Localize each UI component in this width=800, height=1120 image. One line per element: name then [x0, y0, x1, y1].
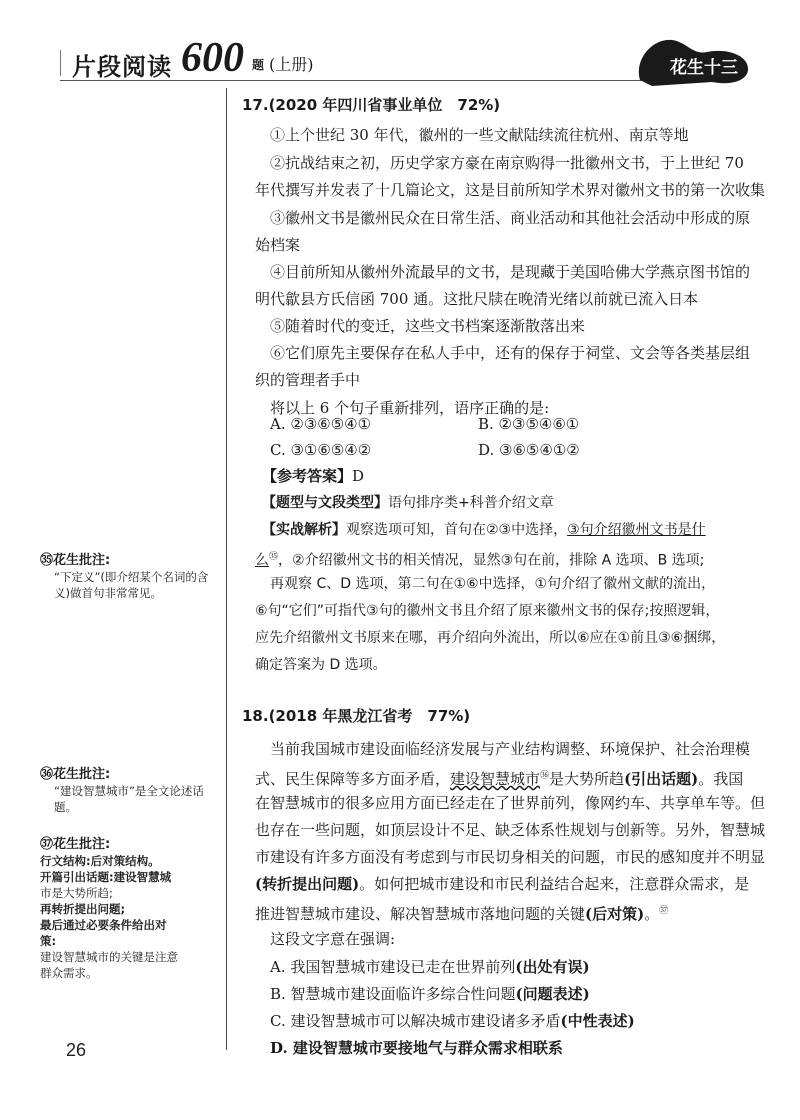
q17-sentence-4b: 明代歙县方氏信函 700 通。这批尺牍在晚清光绪以前就已流入日本: [255, 290, 699, 308]
note-heading: ㉟花生批注:: [40, 553, 111, 568]
q17-heading: 17.(2020 年四川省事业单位 72%): [242, 96, 501, 114]
q18-line-1: 当前我国城市建设面临经济发展与产业结构调整、环境保护、社会治理模: [270, 740, 751, 758]
q18-option-a: [270, 954, 780, 981]
note-line: 再转折提出问题;: [40, 902, 126, 916]
q18-option-c: [270, 1008, 780, 1035]
analysis-text: 观察选项可知，首句在②③中选择，: [346, 522, 568, 538]
passage-text: 。: [644, 905, 660, 923]
note-body: “下定义”(即介绍某个名词的含义)做首句非常常见。: [54, 570, 209, 600]
q17-analysis-line-3: 再观察 C、D 选项，第二句在①⑥中选择，①句介绍了徽州文献的流出，: [270, 576, 716, 592]
q17-answer: [262, 463, 772, 490]
analysis-label: 【实战解析】: [262, 522, 346, 538]
q18-line-5: 市建设有许多方面没有考虑到与市民切身相关的问题，市民的感知度并不明显: [255, 848, 766, 866]
q17-option-c: C. ③①⑥⑤④②: [270, 441, 372, 459]
q18-line-7: [255, 898, 765, 928]
peanut-logo: [632, 30, 752, 88]
note-line: 开篇引出话题:建设智慧城: [40, 870, 172, 884]
page-number: 26: [66, 1040, 87, 1060]
q17-sentence-2a: ②抗战结束之初，历史学家方豪在南京购得一批徽州文书，于上世纪 70: [270, 154, 744, 172]
q17-sentence-3b: 始档案: [255, 236, 301, 254]
margin-divider: [226, 88, 227, 1050]
q17-option-a: A. ②③⑥⑤④①: [270, 415, 372, 433]
q17-sentence-1: ①上个世纪 30 年代，徽州的一些文献陆续流往杭州、南京等地: [270, 126, 689, 144]
passage-text: 式、民生保障等多方面矛盾，: [255, 770, 451, 788]
book-title: 片段阅读: [72, 53, 172, 81]
margin-note-37: [40, 836, 220, 981]
header-tick: [60, 50, 67, 76]
passage-text: 。我国: [698, 770, 744, 788]
note-line: 群众需求。: [40, 966, 98, 980]
note-line: 市是大势所趋;: [40, 886, 113, 900]
book-volume: (上册): [269, 55, 314, 74]
analysis-underlined: 么: [255, 552, 269, 569]
option-text: C. 建设智慧城市可以解决城市建设诸多矛盾: [270, 1012, 561, 1030]
passage-topic: 建设智慧城市: [450, 770, 541, 788]
footnote-ref-35: ㉟: [269, 552, 279, 562]
q17-prompt: 将以上 6 个句子重新排列，语序正确的是:: [270, 399, 550, 417]
q18-line-2: [255, 763, 765, 793]
note-line: 策:: [40, 934, 57, 948]
passage-text: 是大势所趋: [549, 770, 625, 788]
q17-sentence-6a: ⑥它们原先主要保存在私人手中，还有的保存于祠堂、文会等各类基层组: [270, 344, 751, 362]
passage-text: 。如何把城市建设和市民利益结合起来，注意群众需求，是: [359, 875, 750, 893]
option-tag: (出处有误): [515, 958, 590, 976]
logo-text: 花生十三: [670, 58, 738, 78]
analysis-underlined: ③句介绍徽州文书是什: [567, 522, 706, 538]
option-text: B. 智慧城市建设面临许多综合性问题: [270, 985, 516, 1003]
q17-sentence-4a: ④目前所知从徽州外流最早的文书，是现藏于美国哈佛大学燕京图书馆的: [270, 263, 751, 281]
q17-sentence-3a: ③徽州文书是徽州民众在日常生活、商业活动和其他社会活动中形成的原: [270, 209, 751, 227]
q17-sentence-5: ⑤随着时代的变迁，这些文书档案逐渐散落出来: [270, 317, 586, 335]
q18-option-b: [270, 981, 780, 1008]
note-body: “建设智慧城市”是全文论述话题。: [54, 784, 204, 814]
q17-type: [262, 490, 772, 517]
footnote-ref-37: ㊲: [659, 906, 669, 916]
book-title-suffix: 题: [252, 58, 265, 72]
q17-analysis-line-6: 确定答案为 D 选项。: [255, 657, 387, 673]
option-tag: (中性表述): [560, 1012, 635, 1030]
passage-tag: (引出话题): [624, 770, 699, 788]
margin-note-36: [40, 766, 220, 815]
type-value: 语句排序类+科普介绍文章: [388, 495, 554, 511]
passage-tag: (后对策): [585, 905, 645, 923]
note-heading: ㊱花生批注:: [40, 767, 111, 782]
header-rule: [60, 80, 690, 81]
q17-sentence-6b: 织的管理者手中: [255, 371, 361, 389]
passage-tag: (转折提出问题): [255, 875, 360, 893]
q17-sentence-2b: 年代撰写并发表了十几篇论文，这是目前所知学术界对徽州文书的第一次收集: [255, 181, 766, 199]
margin-note-35: [40, 552, 220, 601]
q17-analysis-line-5: 应先介绍徽州文书原来在哪，再介绍向外流出，所以⑥应在①前且③⑥捆绑，: [255, 630, 726, 646]
q18-line-6: [255, 871, 765, 898]
type-label: 【题型与文段类型】: [262, 495, 388, 511]
note-line: 建设智慧城市的关键是注意: [40, 950, 178, 964]
q18-heading: 18.(2018 年黑龙江省考 77%): [242, 707, 471, 725]
q18-prompt: 这段文字意在强调:: [270, 930, 396, 948]
answer-label: 【参考答案】: [262, 467, 353, 485]
note-line: 行文结构:后对策结构。: [40, 854, 160, 868]
footnote-ref-36: ㊱: [540, 771, 550, 781]
book-title-number: 600: [181, 35, 244, 81]
analysis-text: ，②介绍徽州文书的相关情况，显然③句在前，排除 A 选项、B 选项;: [278, 552, 705, 569]
option-tag: (问题表述): [515, 985, 590, 1003]
q17-option-d: D. ③⑥⑤④①②: [478, 441, 580, 459]
q17-analysis-line-4: ⑥句“它们”可指代③句的徽州文书且介绍了原来徽州文书的保存;按照逻辑，: [255, 603, 720, 619]
q18-option-d: D. 建设智慧城市要接地气与群众需求相联系: [270, 1039, 563, 1057]
passage-text: 推进智慧城市建设、解决智慧城市落地问题的关键: [255, 905, 586, 923]
q17-option-b: B. ②③⑤④⑥①: [478, 415, 580, 433]
q17-analysis-line-1: [262, 517, 772, 544]
option-text: A. 我国智慧城市建设已走在世界前列: [270, 958, 516, 976]
q18-line-4: 也存在一些问题，如顶层设计不足、缺乏体系性规划与创新等。另外，智慧城: [255, 821, 766, 839]
q18-line-3: 在智慧城市的很多应用方面已经走在了世界前列，像网约车、共享单车等。但: [255, 794, 766, 812]
note-line: 最后通过必要条件给出对: [40, 918, 167, 932]
answer-value: D: [352, 467, 365, 485]
note-heading: ㊲花生批注:: [40, 837, 111, 852]
